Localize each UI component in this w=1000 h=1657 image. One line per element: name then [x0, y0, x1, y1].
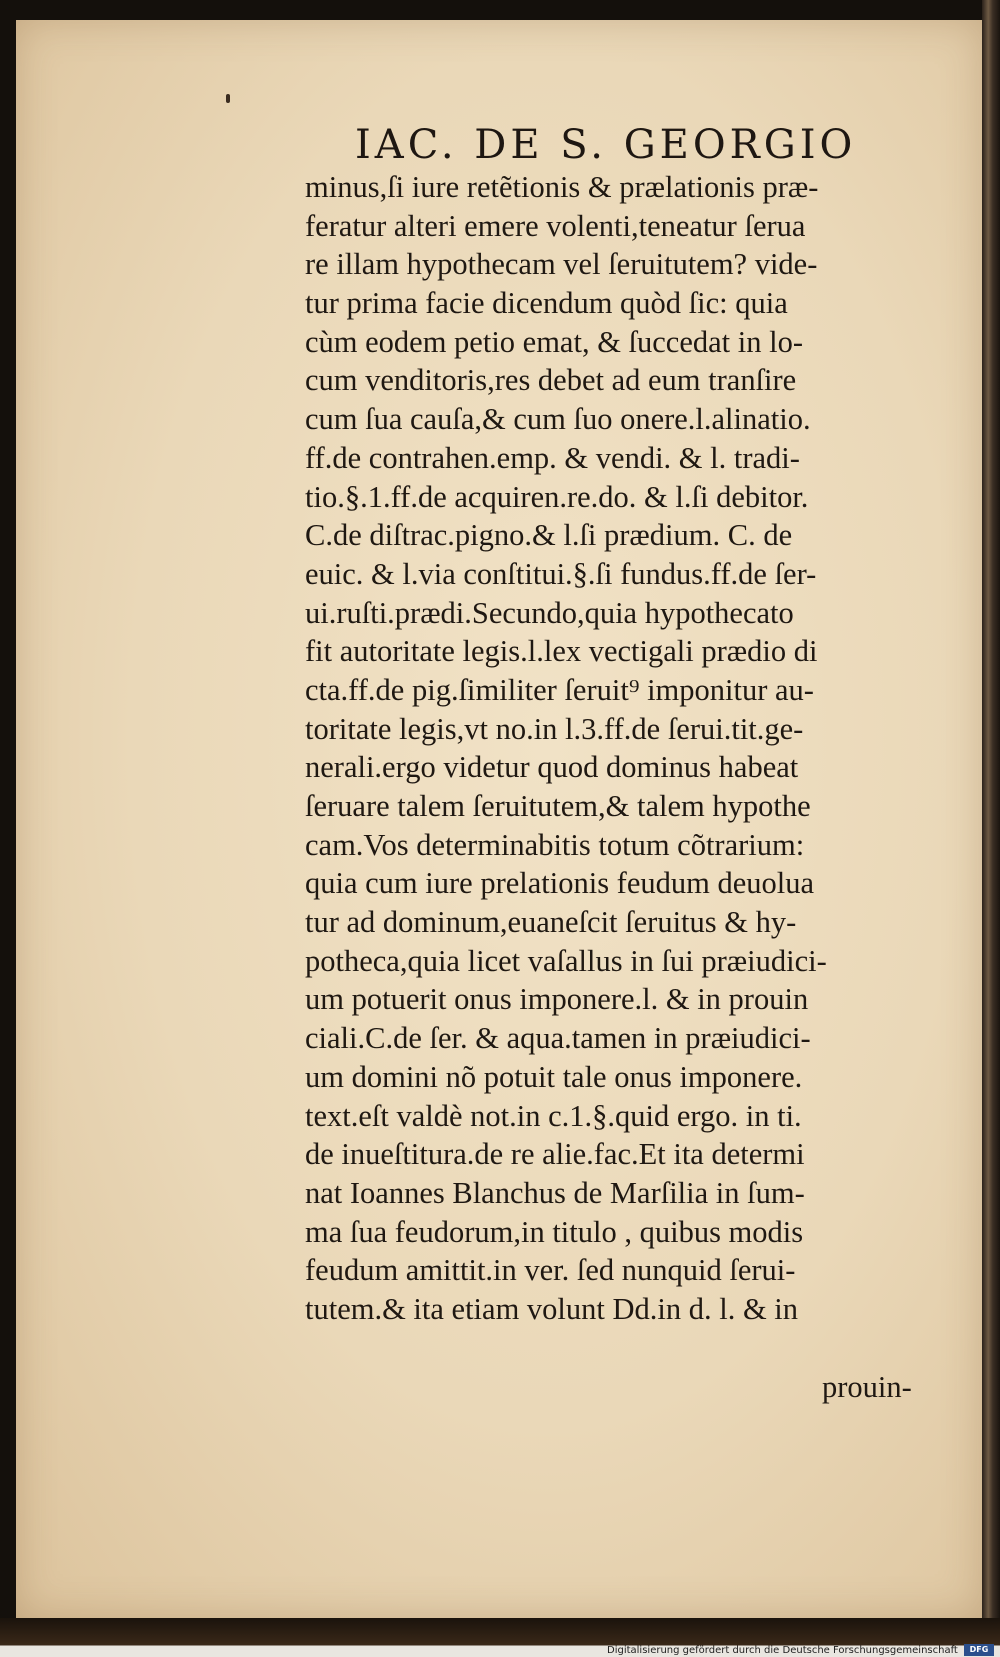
text-line-11: euic. & l.via conſtitui.§.ſi fundus.ff.de ſer- — [305, 556, 817, 591]
text-line-18: cam.Vos determinabitis totum cõtrarium: — [305, 827, 805, 862]
text-line-13: fit autoritate legis.l.lex vectigali prædio di — [305, 634, 818, 669]
catchword: prouin- — [822, 1370, 912, 1404]
dfg-logo: DFG — [964, 1644, 994, 1656]
text-line-27: nat Ioannes Blanchus de Marſilia in ſum- — [305, 1175, 805, 1210]
footer-credit: Digitalisierung gefördert durch die Deutsche Forschungsgemeinschaft — [607, 1645, 958, 1656]
text-line-9: tio.§.1.ff.de acquiren.re.do. & l.ſi debitor. — [305, 479, 809, 514]
text-line-2: feratur alteri emere volenti,teneatur ſerua — [305, 208, 806, 243]
text-line-19: quia cum iure prelationis feudum deuolua — [305, 866, 815, 901]
text-line-28: ma ſua feudorum,in titulo , quibus modis — [305, 1214, 804, 1249]
text-line-30: tutem.& ita etiam volunt Dd.in d. l. & in — [305, 1291, 799, 1326]
text-line-17: ſeruare talem ſeruitutem,& talem hypothe — [305, 789, 811, 823]
text-line-24: um domini nõ potuit tale onus imponere. — [305, 1059, 803, 1094]
text-line-12: ui.ruſti.prædi.Secundo,quia hypothecato — [305, 595, 794, 630]
text-line-5: cùm eodem petio emat, & ſuccedat in lo- — [305, 324, 803, 359]
text-line-4: tur prima facie dicendum quòd ſic: quia — [305, 286, 788, 321]
text-line-29: feudum amittit.in ver. ſed nunquid ſerui- — [305, 1253, 796, 1288]
page-edge-right — [982, 0, 1000, 1657]
text-line-14: cta.ff.de pig.ſimiliter ſeruit⁹ imponitur au- — [305, 672, 814, 707]
text-line-21: potheca,quia licet vaſallus in ſui præiudici- — [305, 943, 827, 978]
text-line-8: ff.de contrahen.emp. & vendi. & l. tradi- — [305, 440, 800, 475]
text-line-7: cum ſua cauſa,& cum ſuo onere.l.alinatio. — [305, 402, 811, 437]
text-line-10: C.de diſtrac.pigno.& l.ſi prædium. C. de — [305, 518, 793, 553]
text-line-25: text.eſt valdè not.in c.1.§.quid ergo. in ti. — [305, 1098, 802, 1133]
running-head: IAC. DE S. GEORGIO — [355, 122, 857, 168]
text-line-22: um potuerit onus imponere.l. & in prouin — [305, 982, 809, 1017]
ink-speck — [226, 94, 230, 103]
text-line-26: de inueſtitura.de re alie.fac.Et ita determi — [305, 1137, 805, 1172]
text-line-23: ciali.C.de ſer. & aqua.tamen in præiudici- — [305, 1021, 811, 1056]
text-line-1: minus,ſi iure retẽtionis & prælationis præ- — [305, 170, 819, 204]
text-line-15: toritate legis,vt no.in l.3.ff.de ſerui.tit.ge- — [305, 711, 804, 746]
text-line-3: re illam hypothecam vel ſeruitutem? vide- — [305, 247, 818, 282]
text-line-6: cum venditoris,res debet ad eum tranſire — [305, 363, 797, 398]
text-line-16: nerali.ergo videtur quod dominus habeat — [305, 750, 799, 785]
text-block — [305, 168, 945, 1329]
text-line-20: tur ad dominum,euaneſcit ſeruitus & hy- — [305, 905, 797, 940]
